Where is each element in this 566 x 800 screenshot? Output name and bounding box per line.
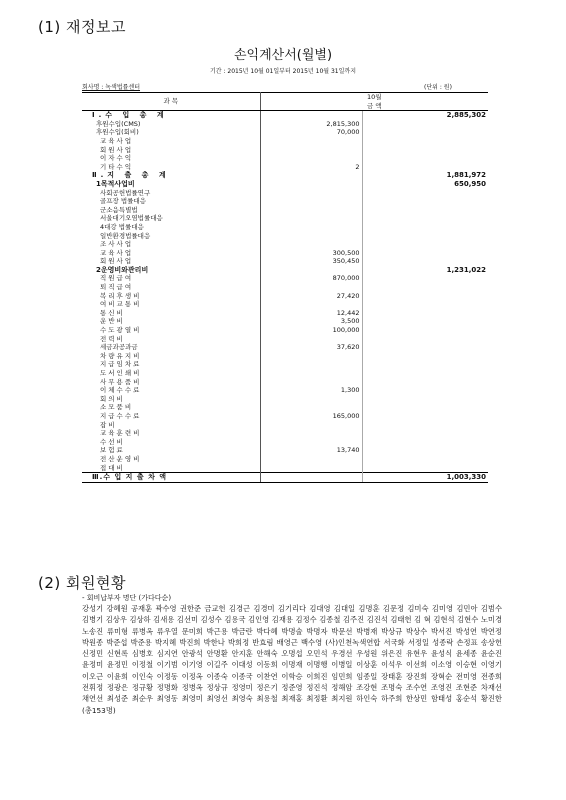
statement-title: 손익계산서(월별) — [233, 48, 333, 63]
table-row — [82, 137, 488, 146]
total-cell — [362, 378, 488, 387]
income-statement-table — [82, 92, 488, 483]
account-label: 후원수입(회비) — [82, 128, 260, 137]
amount-cell: 37,620 — [260, 343, 362, 352]
total-cell — [362, 343, 488, 352]
total-cell — [362, 455, 488, 464]
table-row — [82, 274, 488, 283]
total-cell — [362, 300, 488, 309]
members-heading: - 회비납부자 명단 (가다다순) — [82, 594, 172, 602]
amount-cell — [260, 206, 362, 215]
account-label: 이자수익 — [82, 154, 260, 163]
amount-cell — [260, 378, 362, 387]
amount-cell: 70,000 — [260, 128, 362, 137]
amount-cell: 870,000 — [260, 274, 362, 283]
table-row — [82, 412, 488, 421]
table-row — [82, 386, 488, 395]
header-account: 과 목 — [82, 93, 260, 111]
amount-cell: 350,450 — [260, 257, 362, 266]
account-label: 1목적사업비 — [82, 180, 260, 189]
table-row — [82, 189, 488, 198]
member-names-list: 강성기 강혜원 공재훈 곽수영 권한준 금교헌 김경근 김경미 김기리다 김대영 김대일 김명훈 김문정 김미숙 김미영 김민아 김범수 김병기 김상우 김상하 김새용 김선미 김성수 김용국 김인영 김재용 김정수 김종철 김주진 김진석 김태헌 김 혁 김현석 김현수 노미경 노송진 류미형 류병옥 류우열 문미희 박근용 박금란 박다혜 박명술 박명자 박문선 박병재 박상규 박상수 박서진 박성연 박연정 박원종 박준섭 박준용 박지혜 박진희 박한나 박희정 반효림 배영근 백수영 (사)인천녹색연합 서국화 서정일 성종락 손정표 송상헌 신정민 신현록 심병호 심지연 안광석 안명환 안지훈 안해숙 오명섭 오민석 우경선 우성원 위은진 유현우 윤성식 윤세종 윤순진 윤정미 윤정민 이정철 이기범 이기영 이길주 이대성 이동희 이명재 이명행 이병일 이상훈 이석우 이선희 이소영 이승현 이영기 이오근 이윤희 이인숙 이정동 이정옥 이종숙 이종국 이찬연 이학승 이희진 임민희 임종일 장태훈 장진희 장혁순 전미영 전종희 전휘정 정광은 정규황 정명화 정병옥 정상규 정영미 정은기 정준영 정진석 정해암 조강현 조명숙 조수연 조영진 조현준 차재선 채연선 최성준 최순우 최영동 최영미 최영선 최영숙 최용철 최재홍 최정환 최지원 하인숙 하주희 한상민 함태성 홍순석 황진한(총153명) — [82, 604, 502, 715]
account-label: 교육훈련비 — [82, 429, 260, 438]
amount-cell — [260, 335, 362, 344]
total-cell — [362, 120, 488, 129]
total-cell: 1,231,022 — [446, 265, 486, 274]
table-row — [82, 214, 488, 223]
table-row — [82, 326, 488, 335]
table-row — [82, 343, 488, 352]
table-row — [82, 335, 488, 344]
account-label: 직원급여 — [82, 274, 260, 283]
account-label: 4대강 법률대응 — [82, 223, 260, 232]
currency-unit: (단위 : 원) — [424, 84, 452, 91]
account-label: 교육사업 — [82, 137, 260, 146]
table-row — [82, 266, 488, 275]
amount-cell: 12,442 — [260, 309, 362, 318]
table-row — [82, 429, 488, 438]
total-cell — [362, 257, 488, 266]
account-label: 골프장 법률대응 — [82, 197, 260, 206]
amount-cell — [260, 223, 362, 232]
amount-cell — [260, 352, 362, 361]
header-amount: 금 액 — [260, 102, 488, 111]
table-row — [82, 292, 488, 301]
total-cell — [362, 214, 488, 223]
account-label: 수선비 — [82, 438, 260, 447]
table-row — [82, 352, 488, 361]
table-row — [82, 197, 488, 206]
account-label: 여비교통비 — [82, 300, 260, 309]
total-cell — [362, 317, 488, 326]
account-label: 회원사업 — [82, 257, 260, 266]
amount-cell — [260, 266, 362, 275]
table-row — [82, 171, 488, 180]
total-cell: 1,881,972 — [446, 171, 486, 180]
amount-cell — [260, 421, 362, 430]
amount-cell — [260, 403, 362, 412]
total-cell — [362, 274, 488, 283]
total-cell — [362, 223, 488, 232]
amount-cell — [260, 240, 362, 249]
amount-cell — [260, 438, 362, 447]
total-cell — [362, 292, 488, 301]
table-row — [82, 257, 488, 266]
amount-cell — [260, 283, 362, 292]
account-label: 전력비 — [82, 335, 260, 344]
table-row — [82, 438, 488, 447]
account-label: 조사사업 — [82, 240, 260, 249]
table-row — [82, 240, 488, 249]
company-name: 회사명 : 녹색법률센터 — [82, 84, 141, 91]
net-result-total: 1,003,330 — [362, 473, 488, 483]
total-cell — [362, 326, 488, 335]
amount-cell — [260, 171, 362, 180]
total-cell — [362, 369, 488, 378]
amount-cell — [260, 154, 362, 163]
account-label: 퇴직급여 — [82, 283, 260, 292]
account-label: 차량유지비 — [82, 352, 260, 361]
amount-cell — [260, 137, 362, 146]
table-row — [82, 146, 488, 155]
account-label: 운반비 — [82, 317, 260, 326]
table-row — [82, 360, 488, 369]
amount-cell — [260, 429, 362, 438]
account-label: Ⅱ.지 출 총 계 — [82, 171, 260, 180]
total-cell — [362, 386, 488, 395]
amount-cell — [260, 197, 362, 206]
total-cell — [362, 438, 488, 447]
account-label: 보험료 — [82, 446, 260, 455]
total-cell — [362, 146, 488, 155]
total-cell: 650,950 — [454, 179, 486, 188]
account-label: 후원수입(CMS) — [82, 120, 260, 129]
total-cell — [362, 335, 488, 344]
amount-cell — [260, 360, 362, 369]
table-row — [82, 283, 488, 292]
table-row — [82, 464, 488, 473]
total-cell — [362, 206, 488, 215]
net-result-row — [82, 473, 488, 483]
account-label: 사무용품비 — [82, 378, 260, 387]
table-row — [82, 403, 488, 412]
total-cell — [362, 360, 488, 369]
amount-cell: 300,500 — [260, 249, 362, 258]
table-row — [82, 317, 488, 326]
table-row — [82, 446, 488, 455]
table-row — [82, 395, 488, 404]
net-result-label: Ⅲ.수 입 지 출 차 액 — [82, 473, 260, 483]
table-row — [82, 128, 488, 137]
table-row — [82, 154, 488, 163]
total-cell — [362, 352, 488, 361]
total-cell — [362, 403, 488, 412]
total-cell — [362, 197, 488, 206]
total-cell — [362, 240, 488, 249]
account-label: 기타수익 — [82, 163, 260, 172]
statement-period: 기간 : 2015년 10월 01일부터 2015년 10월 31일까지 — [209, 68, 356, 75]
table-row — [82, 111, 488, 120]
table-row — [82, 300, 488, 309]
total-cell — [362, 421, 488, 430]
total-cell — [362, 232, 488, 241]
account-label: 전산운영비 — [82, 455, 260, 464]
amount-cell: 165,000 — [260, 412, 362, 421]
table-row — [82, 369, 488, 378]
amount-cell — [260, 232, 362, 241]
table-row — [82, 421, 488, 430]
total-cell: 2,885,302 — [446, 111, 486, 120]
total-cell — [362, 464, 488, 473]
account-label: 회의비 — [82, 395, 260, 404]
account-label: 통신비 — [82, 309, 260, 318]
table-row — [82, 223, 488, 232]
total-cell — [362, 309, 488, 318]
total-cell — [362, 395, 488, 404]
total-cell — [362, 128, 488, 137]
amount-cell — [260, 146, 362, 155]
account-label: 지급임차료 — [82, 360, 260, 369]
total-cell — [362, 283, 488, 292]
amount-cell: 13,740 — [260, 446, 362, 455]
table-row — [82, 163, 488, 172]
account-label: 복리후생비 — [82, 292, 260, 301]
total-cell — [362, 189, 488, 198]
account-label: 교육사업 — [82, 249, 260, 258]
total-cell — [362, 446, 488, 455]
table-row — [82, 309, 488, 318]
amount-cell: 2,815,300 — [260, 120, 362, 129]
amount-cell — [260, 395, 362, 404]
account-label: 이체수수료 — [82, 386, 260, 395]
account-label: 2운영비와관리비 — [82, 266, 260, 275]
table-header-row — [82, 93, 488, 102]
amount-cell: 2 — [260, 163, 362, 172]
table-row — [82, 120, 488, 129]
amount-cell — [260, 300, 362, 309]
total-cell — [362, 163, 488, 172]
amount-cell — [260, 214, 362, 223]
total-cell — [362, 249, 488, 258]
account-label: 수도광열비 — [82, 326, 260, 335]
table-row — [82, 180, 488, 189]
net-result-amount — [260, 473, 362, 483]
account-label: 소모품비 — [82, 403, 260, 412]
amount-cell — [260, 189, 362, 198]
section-2-title: (2) 회원현황 — [38, 574, 126, 592]
account-label: 서울대기오염법률대응 — [82, 214, 260, 223]
total-cell — [362, 137, 488, 146]
account-label: 접대비 — [82, 464, 260, 473]
amount-cell — [260, 111, 362, 120]
amount-cell: 27,420 — [260, 292, 362, 301]
amount-cell — [260, 464, 362, 473]
table-row — [82, 378, 488, 387]
account-label: Ⅰ.수 입 총 계 — [82, 111, 260, 120]
account-label: 지급수수료 — [82, 412, 260, 421]
account-label: 도서인쇄비 — [82, 369, 260, 378]
amount-cell — [260, 369, 362, 378]
account-label: 군소음특별법 — [82, 206, 260, 215]
amount-cell: 1,300 — [260, 386, 362, 395]
account-label: 잡비 — [82, 421, 260, 430]
section-1-title: (1) 재정보고 — [38, 18, 126, 36]
table-row — [82, 232, 488, 241]
account-label: 일반환경법률대응 — [82, 232, 260, 241]
table-row — [82, 206, 488, 215]
amount-cell: 3,500 — [260, 317, 362, 326]
total-cell — [362, 412, 488, 421]
account-label: 사회공헌법률연구 — [82, 189, 260, 198]
total-cell — [362, 429, 488, 438]
amount-cell: 100,000 — [260, 326, 362, 335]
amount-cell — [260, 455, 362, 464]
header-month: 10월 — [260, 93, 488, 102]
account-label: 세금과공과금 — [82, 343, 260, 352]
table-row — [82, 249, 488, 258]
amount-cell — [260, 180, 362, 189]
total-cell — [362, 154, 488, 163]
table-row — [82, 455, 488, 464]
account-label: 회원사업 — [82, 146, 260, 155]
